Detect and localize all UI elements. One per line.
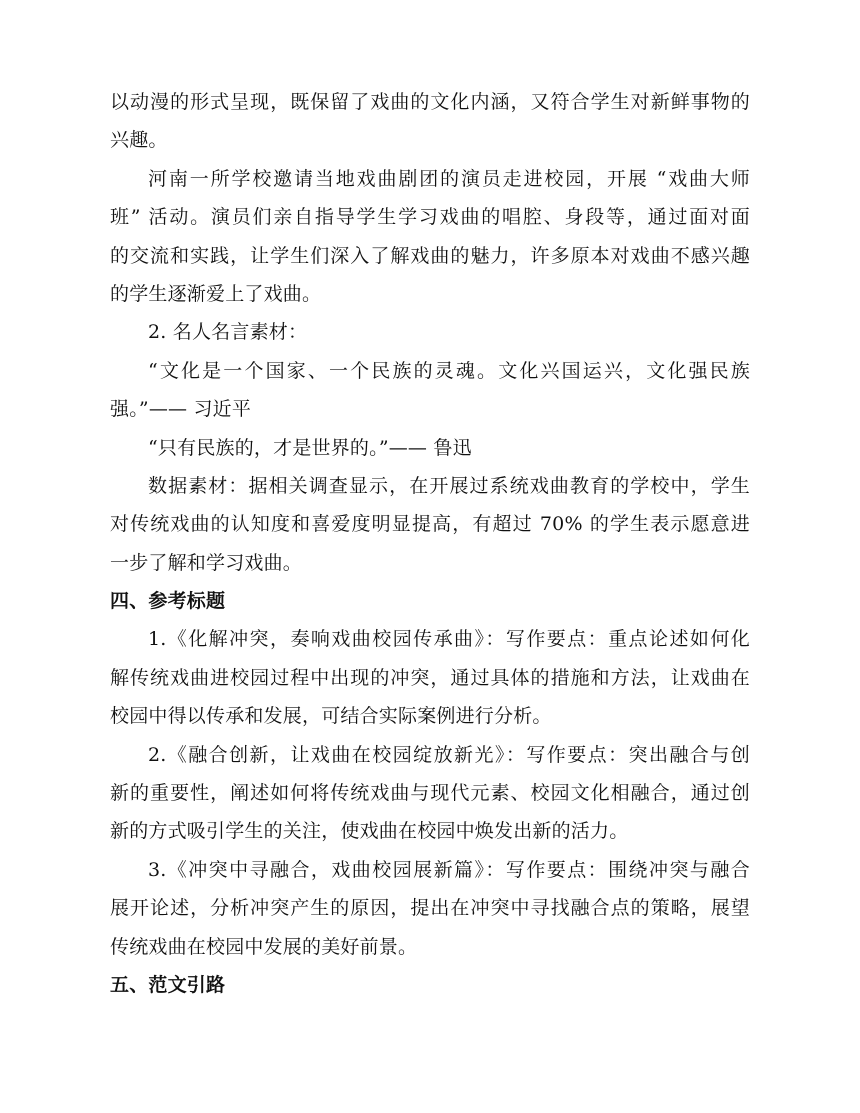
section-heading-model-essay: 五、范文引路 bbox=[110, 973, 226, 996]
subheading-quotes: 2. 名人名言素材： bbox=[148, 321, 308, 344]
quote-line: 强。”—— 习近平 bbox=[110, 398, 252, 421]
paragraph-line: 兴趣。 bbox=[110, 129, 168, 152]
paragraph-line: 对传统戏曲的认知度和喜爱度明显提高，有超过 70% 的学生表示愿意进 bbox=[110, 513, 750, 536]
paragraph-line: 新的重要性，阐述如何将传统戏曲与现代元素、校园文化相融合，通过创 bbox=[110, 782, 750, 805]
paragraph-line: 1.《化解冲突，奏响戏曲校园传承曲》：写作要点：重点论述如何化 bbox=[148, 628, 750, 651]
quote-line: “文化是一个国家、一个民族的灵魂。文化兴国运兴，文化强民族 bbox=[148, 359, 750, 382]
document-page bbox=[110, 83, 750, 1004]
paragraph-line: 的学生逐渐爱上了戏曲。 bbox=[110, 282, 322, 305]
paragraph-line: 解传统戏曲进校园过程中出现的冲突，通过具体的措施和方法，让戏曲在 bbox=[110, 666, 750, 689]
section-heading-reference-titles: 四、参考标题 bbox=[110, 590, 226, 613]
paragraph-line: 的交流和实践，让学生们深入了解戏曲的魅力，许多原本对戏曲不感兴趣 bbox=[110, 244, 750, 267]
paragraph-line: 河南一所学校邀请当地戏曲剧团的演员走进校园，开展 “戏曲大师 bbox=[148, 167, 750, 190]
paragraph-line: 校园中得以传承和发展，可结合实际案例进行分析。 bbox=[110, 705, 552, 728]
paragraph-line: 展开论述，分析冲突产生的原因，提出在冲突中寻找融合点的策略，展望 bbox=[110, 897, 750, 920]
paragraph-line: 新的方式吸引学生的关注，使戏曲在校园中焕发出新的活力。 bbox=[110, 820, 629, 843]
quote-line: “只有民族的，才是世界的。”—— 鲁迅 bbox=[148, 436, 472, 459]
paragraph-line: 传统戏曲在校园中发展的美好前景。 bbox=[110, 935, 418, 958]
paragraph-line: 一步了解和学习戏曲。 bbox=[110, 551, 303, 574]
paragraph-line: 2.《融合创新，让戏曲在校园绽放新光》：写作要点：突出融合与创 bbox=[148, 743, 750, 766]
paragraph-line: 班” 活动。演员们亲自指导学生学习戏曲的唱腔、身段等，通过面对面 bbox=[110, 206, 750, 229]
paragraph-line: 3.《冲突中寻融合，戏曲校园展新篇》：写作要点：围绕冲突与融合 bbox=[148, 858, 750, 881]
paragraph-line: 以动漫的形式呈现，既保留了戏曲的文化内涵，又符合学生对新鲜事物的 bbox=[110, 91, 750, 113]
paragraph-line: 数据素材：据相关调查显示，在开展过系统戏曲教育的学校中，学生 bbox=[148, 474, 750, 497]
